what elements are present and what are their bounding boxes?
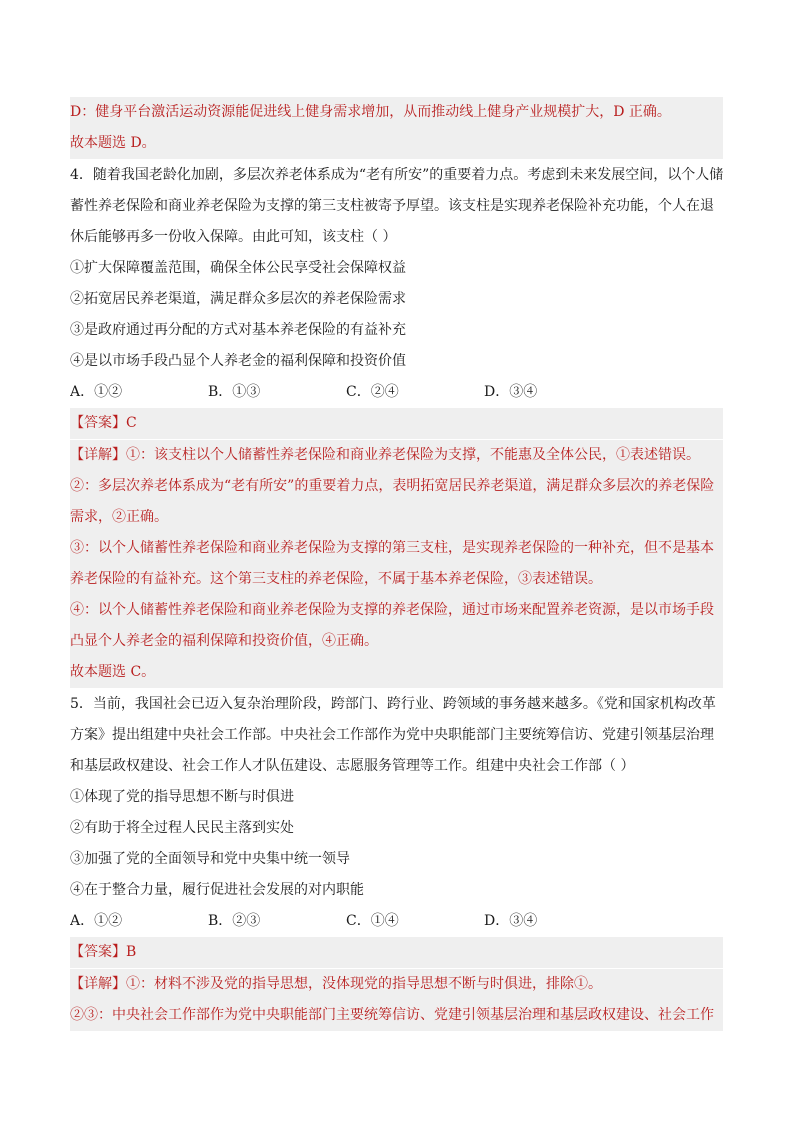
q5-detail-tag: 【详解】 — [70, 976, 126, 992]
q4-detail-line-2: ②：多层次养老体系成为“老有所安”的重要着力点，表明拓宽居民养老渠道，满足群众多层次的养老保险 — [70, 471, 723, 502]
q4-detail-line-5: 养老保险的有益补充。这个第三支柱的养老保险，不属于基本养老保险，③表述错误。 — [70, 564, 723, 595]
q4-stem-line-1: 4．随着我国老龄化加剧，多层次养老体系成为“老有所安”的重要着力点。考虑到未来发展空间，以个人储 — [70, 167, 723, 183]
q5-answer — [70, 937, 723, 968]
q5-answer-value: B — [126, 944, 137, 960]
q5-item-2: ②有助于将全过程人民民主落到实处 — [70, 820, 294, 836]
q4-stem-line-2: 蓄性养老保险和商业养老保险为支撑的第三支柱被寄予厚望。该支柱是实现养老保险补充功能，个人在退 — [70, 198, 714, 214]
q4-options — [70, 377, 723, 408]
q5-options — [70, 906, 723, 937]
q4-detail-text-1: ①：该支柱以个人储蓄性养老保险和商业养老保险为支撑，不能惠及全体公民，①表述错误。 — [126, 447, 700, 463]
q4-answer-tag: 【答案】 — [70, 415, 126, 431]
q5-stem-line-3: 和基层政权建设、社会工作人才队伍建设、志愿服务管理等工作。组建中央社会工作部（ ） — [70, 758, 635, 774]
q4-detail-line-4: ③：以个人储蓄性养老保险和商业养老保险为支撑的第三支柱，是实现养老保险的一种补充，但不是基本 — [70, 533, 723, 564]
q4-option-d: D．③④ — [484, 384, 538, 400]
q4-detail-line-1 — [70, 440, 723, 471]
q4-item-1: ①扩大保障覆盖范围，确保全体公民享受社会保障权益 — [70, 260, 406, 276]
q5-option-c: C．①④ — [346, 913, 399, 929]
q4-detail-line-3: 需求，②正确。 — [70, 502, 723, 533]
q5-answer-tag: 【答案】 — [70, 944, 126, 960]
q4-option-a: A．①② — [70, 384, 123, 400]
q4-item-4: ④是以市场手段凸显个人养老金的福利保障和投资价值 — [70, 353, 406, 369]
prev-conclusion: 故本题选 D。 — [70, 128, 723, 159]
q4-detail-tag: 【详解】 — [70, 447, 126, 463]
prev-detail-d: D：健身平台激活运动资源能促进线上健身需求增加，从而推动线上健身产业规模扩大，D 正确。 — [70, 97, 723, 128]
q5-option-b: B．②③ — [208, 913, 261, 929]
q4-answer — [70, 408, 723, 439]
q5-item-4: ④在于整合力量，履行促进社会发展的对内职能 — [70, 882, 364, 898]
q4-item-2: ②拓宽居民养老渠道，满足群众多层次的养老保险需求 — [70, 291, 406, 307]
q5-detail-line-1 — [70, 969, 723, 1000]
q5-item-1: ①体现了党的指导思想不断与时俱进 — [70, 789, 294, 805]
q5-stem-line-1: 5．当前，我国社会已迈入复杂治理阶段，跨部门、跨行业、跨领域的事务越来越多。《党和国家机构改革 — [70, 696, 716, 712]
q5-stem-line-2: 方案》提出组建中央社会工作部。中央社会工作部作为党中央职能部门主要统筹信访、党建引领基层治理 — [70, 727, 714, 743]
q4-option-b: B．①③ — [208, 384, 261, 400]
q4-detail-line-7: 凸显个人养老金的福利保障和投资价值，④正确。 — [70, 626, 723, 657]
q4-stem-line-3: 休后能够再多一份收入保障。由此可知，该支柱（ ） — [70, 229, 397, 245]
q5-option-a: A．①② — [70, 913, 123, 929]
q4-conclusion: 故本题选 C。 — [70, 657, 723, 688]
q4-option-c: C．②④ — [346, 384, 399, 400]
q5-detail-line-2: ②③：中央社会工作部作为党中央职能部门主要统筹信访、党建引领基层治理和基层政权建设、社会工作 — [70, 1000, 723, 1031]
q5-item-3: ③加强了党的全面领导和党中央集中统一领导 — [70, 851, 350, 867]
q5-detail-text-1: ①：材料不涉及党的指导思想，没体现党的指导思想不断与时俱进，排除①。 — [126, 976, 602, 992]
q4-answer-value: C — [126, 415, 137, 431]
q5-option-d: D．③④ — [484, 913, 538, 929]
q4-detail-line-6: ④：以个人储蓄性养老保险和商业养老保险为支撑的养老保险，通过市场来配置养老资源，是以市场手段 — [70, 595, 723, 626]
q4-item-3: ③是政府通过再分配的方式对基本养老保险的有益补充 — [70, 322, 406, 338]
